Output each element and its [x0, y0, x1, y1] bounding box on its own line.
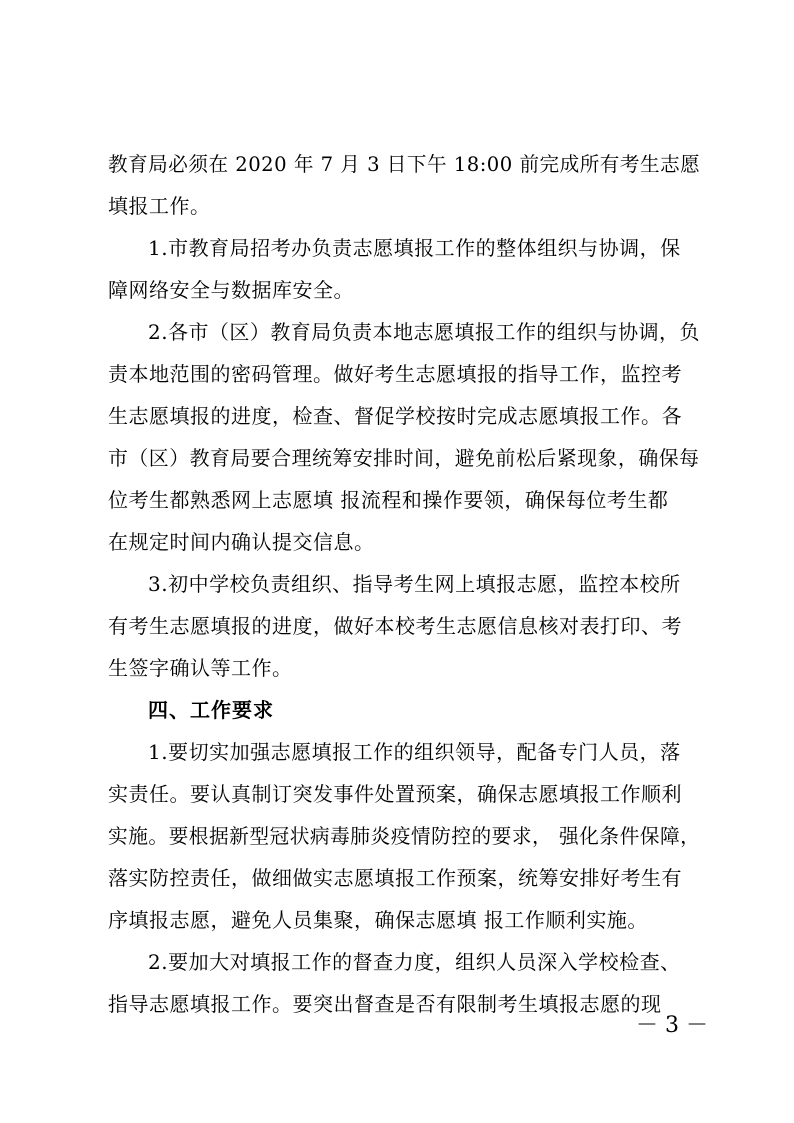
paragraph-line: 3.初中学校负责组织、指导考生网上填报志愿，监控本校所 — [148, 572, 681, 596]
paragraph-line: 生签字确认等工作。 — [108, 656, 293, 680]
page-number: － 3 － — [636, 1013, 708, 1038]
paragraph-line: 序填报志愿，避免人员集聚，确保志愿填 报工作顺利实施。 — [108, 908, 648, 932]
paragraph-line: 1.市教育局招考办负责志愿填报工作的整体组织与协调，保 — [148, 236, 681, 260]
paragraph-line: 教育局必须在 2020 年 7 月 3 日下午 18:00 前完成所有考生志愿 — [108, 152, 701, 176]
paragraph-line: 有考生志愿填报的进度，做好本校考生志愿信息核对表打印、考 — [108, 614, 682, 638]
paragraph-line: 实责任。要认真制订突发事件处置预案，确保志愿填报工作顺利 — [108, 782, 682, 806]
paragraph-line: 市（区）教育局要合理统筹安排时间，避免前松后紧现象，确保每 — [108, 446, 700, 470]
paragraph-line: 责本地范围的密码管理。做好考生志愿填报的指导工作，监控考 — [108, 362, 682, 386]
paragraph-line: 2.各市（区）教育局负责本地志愿填报工作的组织与协调，负 — [148, 320, 700, 344]
paragraph-line: 指导志愿填报工作。要突出督查是否有限制考生填报志愿的现 — [108, 992, 662, 1016]
paragraph-line: 1.要切实加强志愿填报工作的组织领导，配备专门人员，落 — [148, 740, 681, 764]
section-heading: 四、工作要求 — [148, 698, 274, 722]
paragraph-line: 填报工作。 — [108, 194, 211, 218]
paragraph-line: 2.要加大对填报工作的督查力度，组织人员深入学校检查、 — [148, 950, 681, 974]
paragraph-line: 实施。要根据新型冠状病毒肺炎疫情防控的要求， 强化条件保障， — [108, 824, 701, 848]
paragraph-line: 落实防控责任，做细做实志愿填报工作预案，统筹安排好考生有 — [108, 866, 682, 890]
paragraph-line: 位考生都熟悉网上志愿填 报流程和操作要领，确保每位考生都 — [108, 488, 669, 512]
paragraph-line: 障网络安全与数据库安全。 — [108, 278, 354, 302]
paragraph-line: 在规定时间内确认提交信息。 — [108, 530, 375, 554]
paragraph-line: 生志愿填报的进度，检查、督促学校按时完成志愿填报工作。各 — [108, 404, 682, 428]
